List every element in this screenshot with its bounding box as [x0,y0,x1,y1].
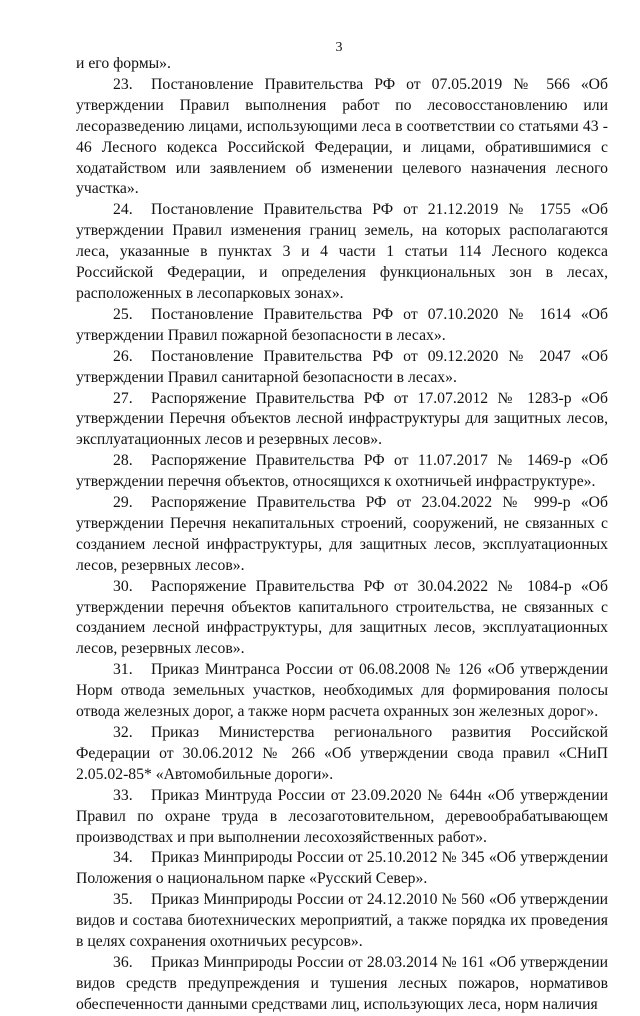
item-number: 25. [113,305,133,323]
item-text: Распоряжение Правительства РФ от 17.07.2012 № 1283-р «Об утверждении Перечня объектов лесной инфраструктуры для защитных лесов, эксплуатационных лесов и резервных лесов». [76,389,608,449]
item-number: 30. [113,577,133,595]
item-number: 24. [113,201,133,219]
item-text: Постановление Правительства РФ от 21.12.2019 № 1755 «Об утверждении Правил изменения границ земель, на которых располагаются леса, указанные в пунктах 3 и 4 части 1 статьи 114 Лесного кодекса Российской Федерации, и определения функциональных зон в лесах, расположенных в лесопарковых зонах». [76,201,608,302]
list-item [76,75,608,200]
item-number: 28. [113,452,133,470]
item-number: 27. [113,389,133,407]
document-body [76,54,608,1016]
item-text: Приказ Минтранса России от 06.08.2008 № 126 «Об утверждении Норм отвода земельных участков, необходимых для формирования полосы отвода железных дорог, а также норм расчета охранных зон железных дорог». [76,661,608,721]
item-text: Приказ Министерства регионального развития Российской Федерации от 30.06.2012 № 266 «Об утверждении свода правил «СНиП 2.05.02-85* «Автомобильные дороги». [76,724,608,783]
list-item [76,200,608,305]
item-number: 35. [113,891,133,909]
list-item [76,493,608,577]
list-item [76,953,608,1016]
list-item [76,389,608,452]
list-item [76,305,608,347]
regulation-list [76,75,608,1016]
item-number: 26. [113,347,133,365]
list-item [76,577,608,661]
item-text: Постановление Правительства РФ от 07.05.2019 № 566 «Об утверждении Правил выполнения работ по лесовосстановлению или лесоразведению лицами, использующими леса в соответствии со статьями 43 - 46 Лесного кодекса Российской Федерации, и лицами, обратившимися с ходатайством или заявлением об изменении целевого назначения лесного участка». [76,75,608,198]
item-text: Приказ Минприроды России от 24.12.2010 № 560 «Об утверждении видов и состава биотехнических мероприятий, а также порядка их проведения в целях сохранения охотничьих ресурсов». [76,891,608,951]
item-number: 36. [113,953,133,971]
page-number: 3 [335,40,343,55]
list-item [76,347,608,389]
item-text: Постановление Правительства РФ от 07.10.2020 № 1614 «Об утверждении Правил пожарной безопасности в лесах». [76,305,608,344]
item-text: Приказ Минприроды России от 25.10.2012 № 345 «Об утверждении Положения о национальном парке «Русский Север». [76,849,608,888]
item-number: 33. [113,786,133,804]
item-text: Распоряжение Правительства РФ от 23.04.2022 № 999-р «Об утверждении Перечня некапитальных строений, сооружений, не связанных с созданием лесной инфраструктуры, для защитных лесов, эксплуатационных лесов, резервных лесов». [76,494,608,574]
item-number: 23. [113,75,133,93]
list-item [76,660,608,723]
item-number: 32. [113,724,133,741]
continuation-text: и его формы». [76,55,171,72]
list-item [76,786,608,849]
list-item [76,451,608,493]
item-text: Распоряжение Правительства РФ от 11.07.2017 № 1469-р «Об утверждении перечня объектов, относящихся к охотничьей инфраструктуре». [76,452,608,491]
list-item [76,890,608,953]
item-text: Постановление Правительства РФ от 09.12.2020 № 2047 «Об утверждении Правил санитарной безопасности в лесах». [76,347,608,386]
item-text: Приказ Минприроды России от 28.03.2014 № 161 «Об утверждении видов средств предупреждения и тушения лесных пожаров, нормативов обеспеченности данными средствами лиц, использующих леса, норм наличия [76,953,608,1013]
list-item [76,848,608,890]
list-item [76,723,608,786]
item-text: Приказ Минтруда России от 23.09.2020 № 644н «Об утверждении Правил по охране труда в лесозаготовительном, деревообрабатывающем производствах и при выполнении лесохозяйственных работ». [76,786,608,846]
item-number: 29. [113,494,133,512]
item-number: 31. [113,661,133,679]
item-number: 34. [113,849,133,867]
item-text: Распоряжение Правительства РФ от 30.04.2022 № 1084-р «Об утверждении перечня объектов капитального строительства, не связанных с созданием лесной инфраструктуры, для защитных лесов, эксплуатационных лесов, резервных лесов». [76,577,608,658]
